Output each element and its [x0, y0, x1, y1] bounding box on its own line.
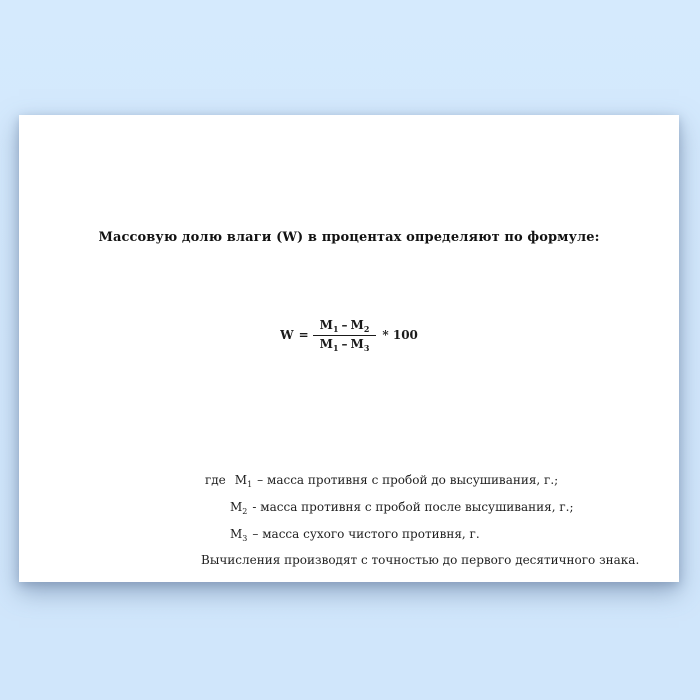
m3-subscript: 3 — [242, 534, 248, 543]
denominator-minus: – — [341, 336, 348, 351]
m2-symbol: M — [230, 500, 243, 514]
numerator-m2: M — [350, 317, 364, 332]
definition-m3 — [230, 527, 480, 541]
where-label: где — [205, 473, 226, 487]
precision-note: Вычисления производят с точностью до первого десятичного знака. — [201, 553, 640, 567]
m1-symbol: M — [234, 473, 248, 487]
formula-multiplier: * 100 — [382, 328, 418, 342]
numerator-sub1: 1 — [332, 323, 339, 334]
page-title: Массовую долю влаги (W) в процентах определяют по формуле: — [98, 230, 600, 245]
formula-equals: = — [298, 328, 309, 342]
denominator-sub3: 3 — [363, 342, 370, 353]
document-page — [19, 115, 679, 582]
m1-subscript: 1 — [247, 480, 253, 489]
definition-m2 — [230, 500, 574, 514]
m2-description: - масса противня с пробой после высушивания, г.; — [252, 500, 574, 514]
denominator-m3: M — [350, 336, 364, 351]
formula-numerator — [313, 317, 377, 335]
denominator-m1: M — [319, 336, 333, 351]
m3-symbol: M — [230, 527, 243, 541]
definition-m1 — [205, 473, 558, 487]
m2-subscript: 2 — [242, 507, 248, 516]
moisture-formula — [19, 310, 679, 360]
formula-fraction — [313, 317, 377, 353]
numerator-m1: M — [319, 317, 333, 332]
m1-description: – масса противня с пробой до высушивания, г.; — [257, 473, 559, 487]
formula-lhs: W — [280, 328, 294, 342]
denominator-sub1: 1 — [332, 342, 339, 353]
m3-description: – масса сухого чистого противня, г. — [252, 527, 480, 541]
formula-denominator — [313, 335, 377, 354]
numerator-sub2: 2 — [363, 323, 370, 334]
numerator-minus: – — [341, 317, 348, 332]
